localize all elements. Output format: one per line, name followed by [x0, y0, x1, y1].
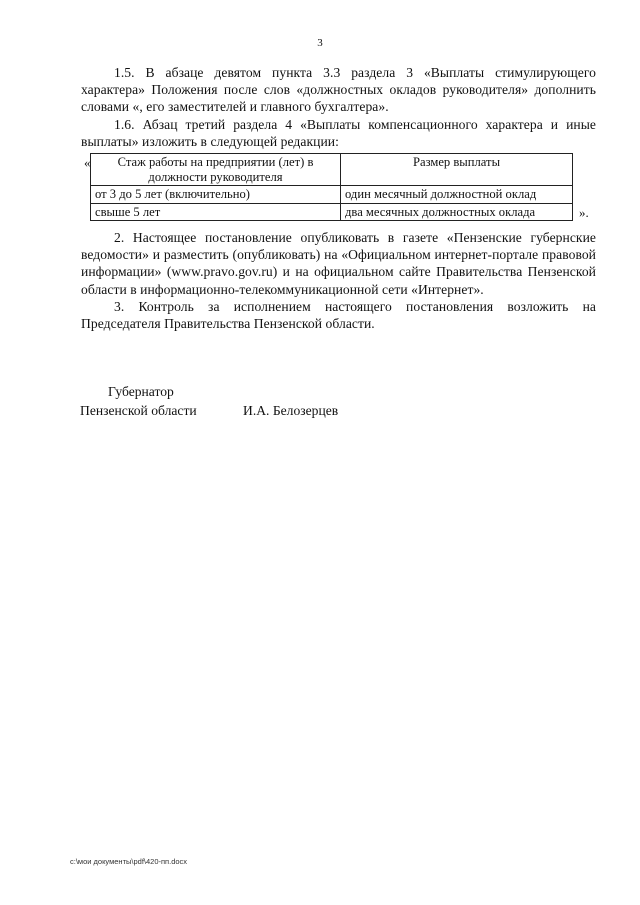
cell-payment: один месячный должностной оклад [341, 186, 573, 204]
table-header-row [91, 154, 573, 186]
table-row [91, 186, 573, 204]
table-closing-quote: ». [579, 205, 589, 220]
payment-table [90, 153, 573, 221]
table-row [91, 203, 573, 221]
paragraph-1-5: 1.5. В абзаце девятом пункта 3.3 раздела 3 «Выплаты стимулирующего характера» Положения после слов «должностных окладов руководителя» дополнить словами «, его заместителей и главного бухгалтера». [81, 65, 596, 115]
paragraph-2: 2. Настоящее постановление опубликовать в газете «Пензенские губернские ведомости» и разместить (опубликовать) на «Официальном интернет-портале правовой информации» (www.pravo.gov.ru) и на официальном сайте Правительства Пензенской области в информационно-телекоммуникационной сети «Интернет». [81, 230, 596, 297]
cell-payment: два месячных должностных оклада [341, 203, 573, 221]
header-payment: Размер выплаты [341, 154, 573, 186]
footer-file-path: c:\мои документы\pdf\420-пп.docx [70, 857, 188, 866]
signature-title-line1: Губернатор [108, 384, 174, 399]
table-opening-quote: « [84, 155, 91, 170]
paragraph-1-6: 1.6. Абзац третий раздела 4 «Выплаты компенсационного характера и иные выплаты» изложить в следующей редакции: [81, 117, 596, 150]
signature-title-line2: Пензенской области [80, 403, 197, 418]
paragraph-3: 3. Контроль за исполнением настоящего постановления возложить на Председателя Правительства Пензенской области. [81, 299, 596, 332]
signature-name: И.А. Белозерцев [243, 403, 339, 418]
cell-experience: от 3 до 5 лет (включительно) [91, 186, 341, 204]
page-number: 3 [317, 37, 323, 49]
header-experience: Стаж работы на предприятии (лет) в должности руководителя [91, 154, 341, 186]
cell-experience: свыше 5 лет [91, 203, 341, 221]
